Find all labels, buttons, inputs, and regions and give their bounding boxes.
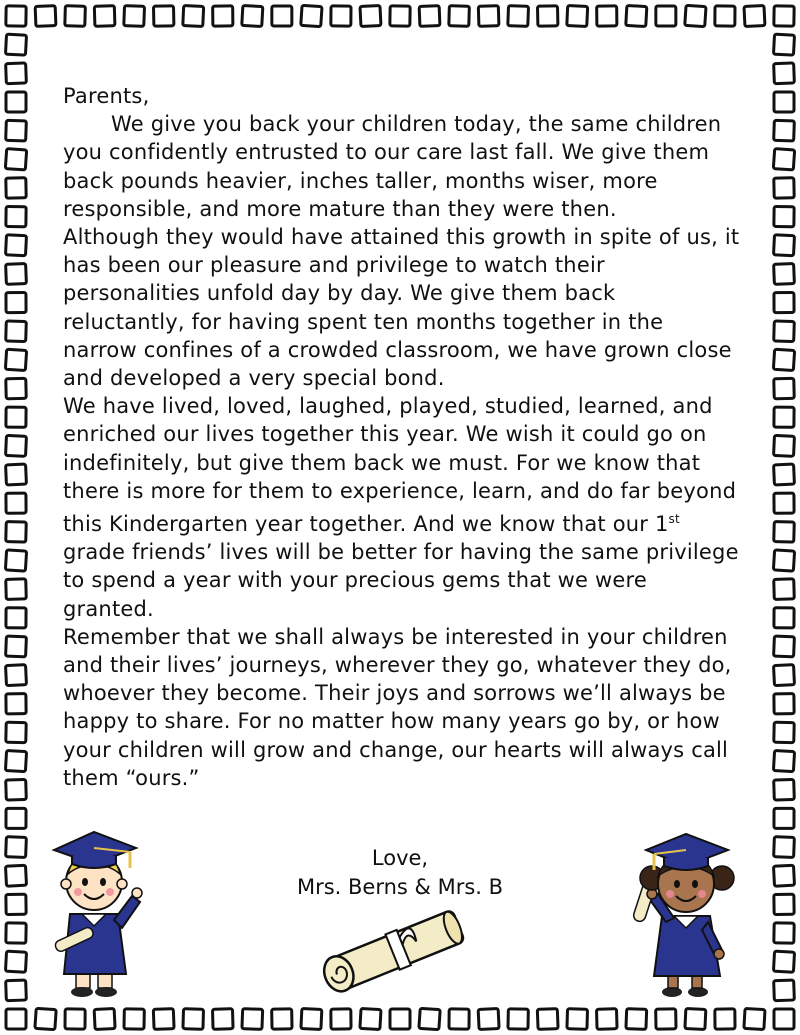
letter-paragraph-2: Although they would have attained this growth in spite of us, it has been our pleasure and privilege to watch their personalities unfold day by day. We give them back reluctantly, for having spent ten months together in the narrow confines of a crowded classroom, we have grown close and developed a very special bond.: [63, 225, 740, 391]
letter-greeting: Parents,: [63, 84, 150, 108]
ordinal-superscript: st: [668, 512, 680, 527]
paragraph-3-text-b: grade friends’ lives will be better for having the same privilege to spend a year with your precious gems that we were granted.: [63, 540, 739, 621]
letter-paragraph-3: [63, 392, 743, 623]
girl-graduate-icon: [628, 826, 738, 1001]
paragraph-3-text-a: We have lived, loved, laughed, played, studied, learned, and enriched our lives together this year. We wish it could go on indefinitely, but give them back we must. For we know that there is more for them to experience, learn, and do far beyond this Kindergarten year together. And we know that our 1: [63, 394, 737, 537]
letter-closing: [250, 844, 550, 902]
closing-love: Love,: [371, 846, 429, 870]
diploma-scroll-icon: [318, 900, 473, 1000]
letter-paragraph-4: Remember that we shall always be interested in your children and their lives’ journeys, wherever they go, whatever they do, whoever they become. Their joys and sorrows we’ll always be happy to share. For no matter how many years go by, or how your children will grow and change, our hearts will always call them “ours.”: [63, 624, 732, 790]
boy-graduate-icon: [48, 826, 148, 1001]
closing-signature: Mrs. Berns & Mrs. B: [296, 875, 504, 899]
letter-body: [63, 82, 743, 792]
letter-paragraph-1: We give you back your children today, the same children you confidently entrusted to our care last fall. We give them back pounds heavier, inches taller, months wiser, more responsible, and more mature than they were then.: [63, 112, 722, 221]
